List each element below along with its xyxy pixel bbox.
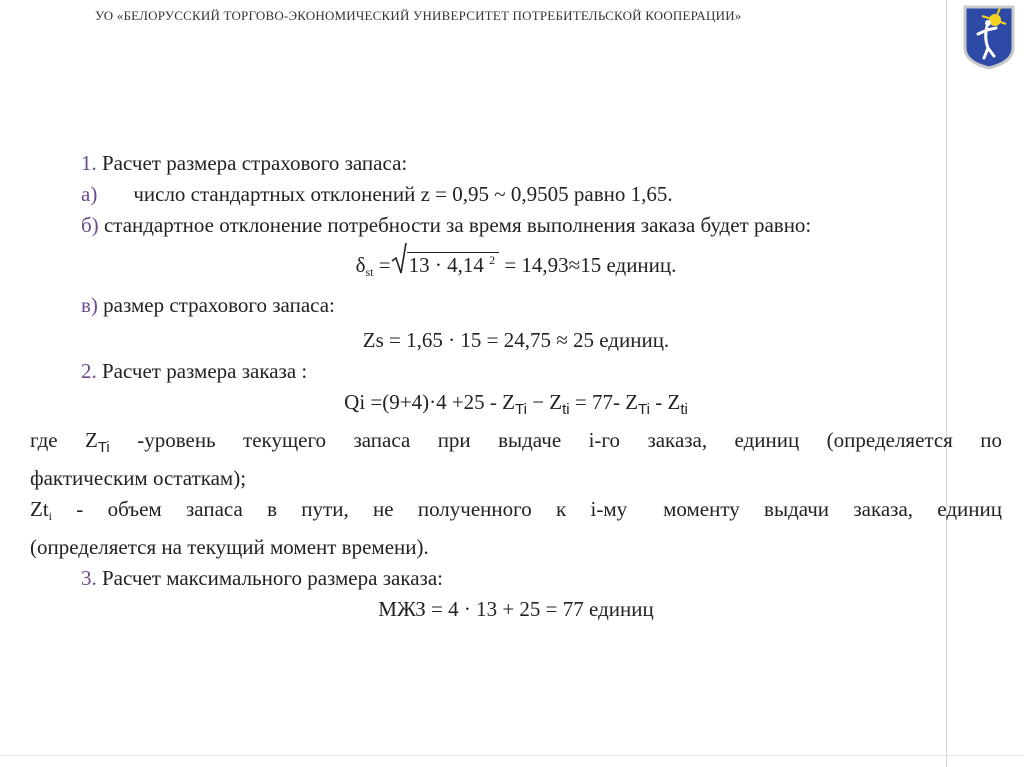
formula-max-order: МЖЗ = 4 · 13 + 25 = 77 единиц [378, 597, 654, 621]
slide-content [30, 148, 1002, 625]
section-title: Расчет максимального размера заказа: [102, 566, 443, 590]
exponent: 2 [489, 253, 496, 267]
definition-zt-i-cont: (определяется на текущий момент времени). [30, 535, 429, 559]
item-text: число стандартных отклонений z = 0,95 ~ 0,9505 равно 1,65. [133, 182, 673, 206]
delta-subscript: st [365, 265, 374, 279]
delta-symbol: δ [355, 253, 366, 277]
item-marker: б) [81, 213, 99, 237]
section-title: Расчет размера заказа : [102, 359, 308, 383]
section-number: 2. [81, 359, 97, 383]
radicand: 13 · 4,14 $^2$ [407, 252, 500, 277]
item-marker: а) [81, 182, 98, 206]
formula-order-size: $Qi =(9+4)\cdot 4 +25 - Z_{Ti} - Z_{ti} = 77-$ $Z_{Ti} - Z_{ti}$ [344, 390, 688, 418]
item-text: стандартное отклонение потребности за время выполнения заказа будет равно: [103, 213, 812, 237]
section-title: Расчет размера страхового запаса: [102, 151, 408, 175]
formula-std-deviation [30, 241, 1002, 288]
item-marker: в) [81, 293, 98, 317]
definition-z-ti: где $Z_{Ti}$ -уровень текущего запаса при выдаче i-го заказа, единиц (определяется по [30, 428, 1002, 456]
item-a [30, 179, 1002, 210]
formula-result: = 14,93≈15 единиц. [499, 253, 677, 277]
section-number: 3. [81, 566, 97, 590]
formula-safety-stock: Zs = 1,65 · 15 = 24,75 ≈ 25 единиц. [362, 328, 670, 352]
section-1-heading [30, 148, 1002, 179]
bottom-divider [0, 755, 1024, 756]
definition-z-ti-cont: фактическим остаткам); [30, 466, 247, 490]
header-title: УО «БЕЛОРУССКИЙ ТОРГОВО-ЭКОНОМИЧЕСКИЙ УНИВЕРСИТЕТ ПОТРЕБИТЕЛЬСКОЙ КООПЕРАЦИИ» [95, 8, 742, 23]
item-v [30, 288, 1002, 321]
section-number: 1. [81, 151, 97, 175]
definition-zt-i: $Zt_i$ - объем запаса в пути, не полученного к i-му моменту выдачи заказа, единиц [30, 497, 1002, 523]
section-3-heading [30, 563, 1002, 594]
square-root [391, 245, 500, 281]
university-emblem-icon [962, 4, 1016, 70]
equals-sign: = [373, 253, 391, 277]
item-text: размер страхового запаса: [103, 293, 335, 317]
section-2-heading [30, 356, 1002, 387]
item-b [30, 210, 1002, 241]
